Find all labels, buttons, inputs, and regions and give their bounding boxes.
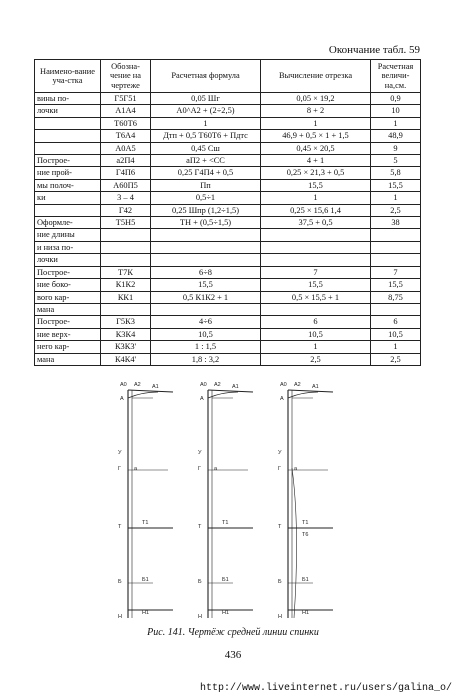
cell-section: мана xyxy=(35,303,101,315)
cell-value xyxy=(371,229,421,241)
cell-section: Построе- xyxy=(35,316,101,328)
label-a: A xyxy=(280,396,284,402)
label-b: Б xyxy=(198,579,202,585)
table-row xyxy=(35,241,421,253)
label-g: Г xyxy=(278,466,281,472)
cell-section: мана xyxy=(35,353,101,365)
label-g: Г xyxy=(118,466,121,472)
cell-value: 1 xyxy=(371,192,421,204)
table-row xyxy=(35,303,421,315)
label-a0: A0 xyxy=(280,382,287,388)
table-row xyxy=(35,142,421,154)
header-formula: Расчетная формула xyxy=(151,60,261,93)
cell-value: 10,5 xyxy=(371,328,421,340)
label-a0: A0 xyxy=(200,382,207,388)
label-a-small: а xyxy=(294,466,298,472)
label-h1: Н1 xyxy=(222,610,230,616)
draft-top-line xyxy=(128,390,173,392)
draft-top-line xyxy=(288,390,333,392)
table-header-row xyxy=(35,60,421,93)
cell-designation: Г5Г51 xyxy=(101,93,151,105)
table-row xyxy=(35,291,421,303)
cell-section: лочки xyxy=(35,254,101,266)
cell-value: 2,5 xyxy=(371,353,421,365)
cell-formula: 0,25 Шпр (1,2÷1,5) xyxy=(151,204,261,216)
cell-formula: аП2 + <СС xyxy=(151,155,261,167)
header-section: Наимено-вание уча-стка xyxy=(35,60,101,93)
cell-formula xyxy=(151,241,261,253)
label-a: A xyxy=(120,396,124,402)
table-row xyxy=(35,266,421,278)
cell-designation: Т5Н5 xyxy=(101,217,151,229)
cell-designation xyxy=(101,254,151,266)
label-t1: Т1 xyxy=(142,520,149,526)
label-h1: Н1 xyxy=(302,610,310,616)
cell-value xyxy=(371,241,421,253)
label-a1: A1 xyxy=(312,384,319,390)
watermark-url: http://www.liveinternet.ru/users/galina_o/ xyxy=(199,683,452,694)
label-a2: A2 xyxy=(214,382,221,388)
cell-value: 48,9 xyxy=(371,130,421,142)
table-row xyxy=(35,353,421,365)
cell-calculation: 37,5 + 0,5 xyxy=(261,217,371,229)
cell-section: ки xyxy=(35,192,101,204)
cell-value: 8,75 xyxy=(371,291,421,303)
label-h: Н xyxy=(118,614,122,620)
table-row xyxy=(35,204,421,216)
cell-formula: 0,5 К1К2 + 1 xyxy=(151,291,261,303)
label-b1: Б1 xyxy=(142,577,149,583)
cell-formula: 10,5 xyxy=(151,328,261,340)
table-row xyxy=(35,254,421,266)
cell-calculation xyxy=(261,241,371,253)
cell-formula: 4÷6 xyxy=(151,316,261,328)
cell-formula: 1 xyxy=(151,117,261,129)
cell-value xyxy=(371,254,421,266)
table-row xyxy=(35,179,421,191)
draft-neck-curve xyxy=(208,392,238,398)
cell-designation: Т60Т6 xyxy=(101,117,151,129)
table-row xyxy=(35,167,421,179)
cell-value: 1 xyxy=(371,341,421,353)
cell-designation: Г42 xyxy=(101,204,151,216)
cell-formula: ТН + (0,5÷1,5) xyxy=(151,217,261,229)
table-body xyxy=(35,93,421,366)
cell-formula: 0,45 Сш xyxy=(151,142,261,154)
cell-calculation: 0,05 × 19,2 xyxy=(261,93,371,105)
label-y: У xyxy=(278,450,282,456)
cell-calculation xyxy=(261,254,371,266)
cell-section: лочки xyxy=(35,105,101,117)
cell-section: ние длины xyxy=(35,229,101,241)
cell-designation: К1К2 xyxy=(101,279,151,291)
cell-section: и низа по- xyxy=(35,241,101,253)
cell-formula: 1,8 : 3,2 xyxy=(151,353,261,365)
cell-designation xyxy=(101,303,151,315)
label-b: Б xyxy=(278,579,282,585)
cell-value: 0,9 xyxy=(371,93,421,105)
table-continuation-label: Окончание табл. 59 xyxy=(328,44,420,56)
page-number: 436 xyxy=(224,649,242,661)
cell-designation: 3 – 4 xyxy=(101,192,151,204)
cell-formula xyxy=(151,254,261,266)
cell-calculation: 2,5 xyxy=(261,353,371,365)
figure-caption: Рис. 141. Чертёж средней линии спинки xyxy=(147,627,319,638)
label-a2: A2 xyxy=(134,382,141,388)
cell-designation: Т6А4 xyxy=(101,130,151,142)
cell-formula: А0^А2 + (2÷2,5) xyxy=(151,105,261,117)
label-t6: Т6 xyxy=(302,532,309,538)
cell-calculation: 15,5 xyxy=(261,179,371,191)
draft-neck-curve xyxy=(288,392,318,398)
cell-section: Построе- xyxy=(35,155,101,167)
label-y: У xyxy=(198,450,202,456)
cell-designation xyxy=(101,241,151,253)
label-t1: Т1 xyxy=(222,520,229,526)
cell-calculation: 0,25 × 21,3 + 0,5 xyxy=(261,167,371,179)
cell-section: ние боко- xyxy=(35,279,101,291)
label-a-small: а xyxy=(214,466,218,472)
label-t: Т xyxy=(118,524,122,530)
calculation-table xyxy=(34,59,421,366)
cell-section: него кар- xyxy=(35,341,101,353)
label-h: Н xyxy=(278,614,282,620)
cell-calculation xyxy=(261,303,371,315)
back-middle-line-drawing xyxy=(118,378,348,628)
cell-formula: 0,5÷1 xyxy=(151,192,261,204)
cell-section: Построе- xyxy=(35,266,101,278)
label-t: Т xyxy=(278,524,282,530)
cell-value: 5 xyxy=(371,155,421,167)
label-b: Б xyxy=(118,579,122,585)
table-row xyxy=(35,217,421,229)
cell-designation: а2П4 xyxy=(101,155,151,167)
cell-formula: 0,25 Г4П4 + 0,5 xyxy=(151,167,261,179)
cell-value: 5,8 xyxy=(371,167,421,179)
cell-calculation: 46,9 + 0,5 × 1 + 1,5 xyxy=(261,130,371,142)
table-row xyxy=(35,328,421,340)
label-h: Н xyxy=(198,614,202,620)
cell-calculation: 7 xyxy=(261,266,371,278)
cell-value: 15,5 xyxy=(371,279,421,291)
cell-designation: А60П5 xyxy=(101,179,151,191)
cell-designation: К3К3' xyxy=(101,341,151,353)
cell-value: 1 xyxy=(371,117,421,129)
cell-formula: 1 : 1,5 xyxy=(151,341,261,353)
cell-section: вины по- xyxy=(35,93,101,105)
cell-calculation: 10,5 xyxy=(261,328,371,340)
cell-calculation: 0,25 × 15,6 1,4 xyxy=(261,204,371,216)
cell-designation: А1А4 xyxy=(101,105,151,117)
cell-value: 2,5 xyxy=(371,204,421,216)
cell-designation: К4К4' xyxy=(101,353,151,365)
cell-formula: Дтп + 0,5 Т60Т6 + Пдтс xyxy=(151,130,261,142)
header-value: Расчетная величи-на,см. xyxy=(371,60,421,93)
table-row xyxy=(35,192,421,204)
cell-designation: КК1 xyxy=(101,291,151,303)
cell-section: Оформле- xyxy=(35,217,101,229)
cell-value: 15,5 xyxy=(371,179,421,191)
cell-calculation: 15,5 xyxy=(261,279,371,291)
label-a0: A0 xyxy=(120,382,127,388)
table-row xyxy=(35,130,421,142)
cell-section xyxy=(35,142,101,154)
table-row xyxy=(35,316,421,328)
cell-designation xyxy=(101,229,151,241)
table-row xyxy=(35,229,421,241)
header-designation: Обозна-чение на чертеже xyxy=(101,60,151,93)
cell-formula xyxy=(151,229,261,241)
cell-value: 6 xyxy=(371,316,421,328)
cell-value: 7 xyxy=(371,266,421,278)
cell-formula xyxy=(151,303,261,315)
header-calculation: Вычисление отрезка xyxy=(261,60,371,93)
cell-designation: К3К4 xyxy=(101,328,151,340)
draft-neck-curve xyxy=(128,392,158,398)
table-row xyxy=(35,105,421,117)
cell-designation: Г4П6 xyxy=(101,167,151,179)
label-g: Г xyxy=(198,466,201,472)
cell-designation: Т7К xyxy=(101,266,151,278)
cell-calculation: 8 + 2 xyxy=(261,105,371,117)
label-a: A xyxy=(200,396,204,402)
draft-top-line xyxy=(208,390,253,392)
cell-value: 9 xyxy=(371,142,421,154)
cell-section: вого кар- xyxy=(35,291,101,303)
cell-section xyxy=(35,204,101,216)
label-t1: Т1 xyxy=(302,520,309,526)
cell-calculation: 0,45 × 20,5 xyxy=(261,142,371,154)
cell-formula: 6÷8 xyxy=(151,266,261,278)
cell-value: 10 xyxy=(371,105,421,117)
cell-section xyxy=(35,130,101,142)
cell-value: 38 xyxy=(371,217,421,229)
draft-shaped-seam xyxy=(292,468,297,618)
cell-formula: Пп xyxy=(151,179,261,191)
cell-calculation: 6 xyxy=(261,316,371,328)
drafts-group xyxy=(118,382,333,620)
table-row xyxy=(35,93,421,105)
label-h1: Н1 xyxy=(142,610,150,616)
label-t: Т xyxy=(198,524,202,530)
table-row xyxy=(35,279,421,291)
cell-section xyxy=(35,117,101,129)
cell-calculation: 4 + 1 xyxy=(261,155,371,167)
cell-designation: Г5К3 xyxy=(101,316,151,328)
table-row xyxy=(35,117,421,129)
label-a-small: а xyxy=(134,466,138,472)
cell-section: ние верх- xyxy=(35,328,101,340)
label-b1: Б1 xyxy=(302,577,309,583)
table-row xyxy=(35,155,421,167)
table-row xyxy=(35,341,421,353)
label-a1: A1 xyxy=(232,384,239,390)
cell-calculation: 1 xyxy=(261,341,371,353)
cell-section: мы полоч- xyxy=(35,179,101,191)
label-b1: Б1 xyxy=(222,577,229,583)
label-a2: A2 xyxy=(294,382,301,388)
cell-calculation: 0,5 × 15,5 + 1 xyxy=(261,291,371,303)
cell-formula: 15,5 xyxy=(151,279,261,291)
cell-designation: А0А5 xyxy=(101,142,151,154)
cell-calculation: 1 xyxy=(261,192,371,204)
label-a1: A1 xyxy=(152,384,159,390)
label-y: У xyxy=(118,450,122,456)
cell-calculation: 1 xyxy=(261,117,371,129)
cell-value xyxy=(371,303,421,315)
cell-calculation xyxy=(261,229,371,241)
cell-formula: 0,05 Шг xyxy=(151,93,261,105)
cell-section: ние прой- xyxy=(35,167,101,179)
